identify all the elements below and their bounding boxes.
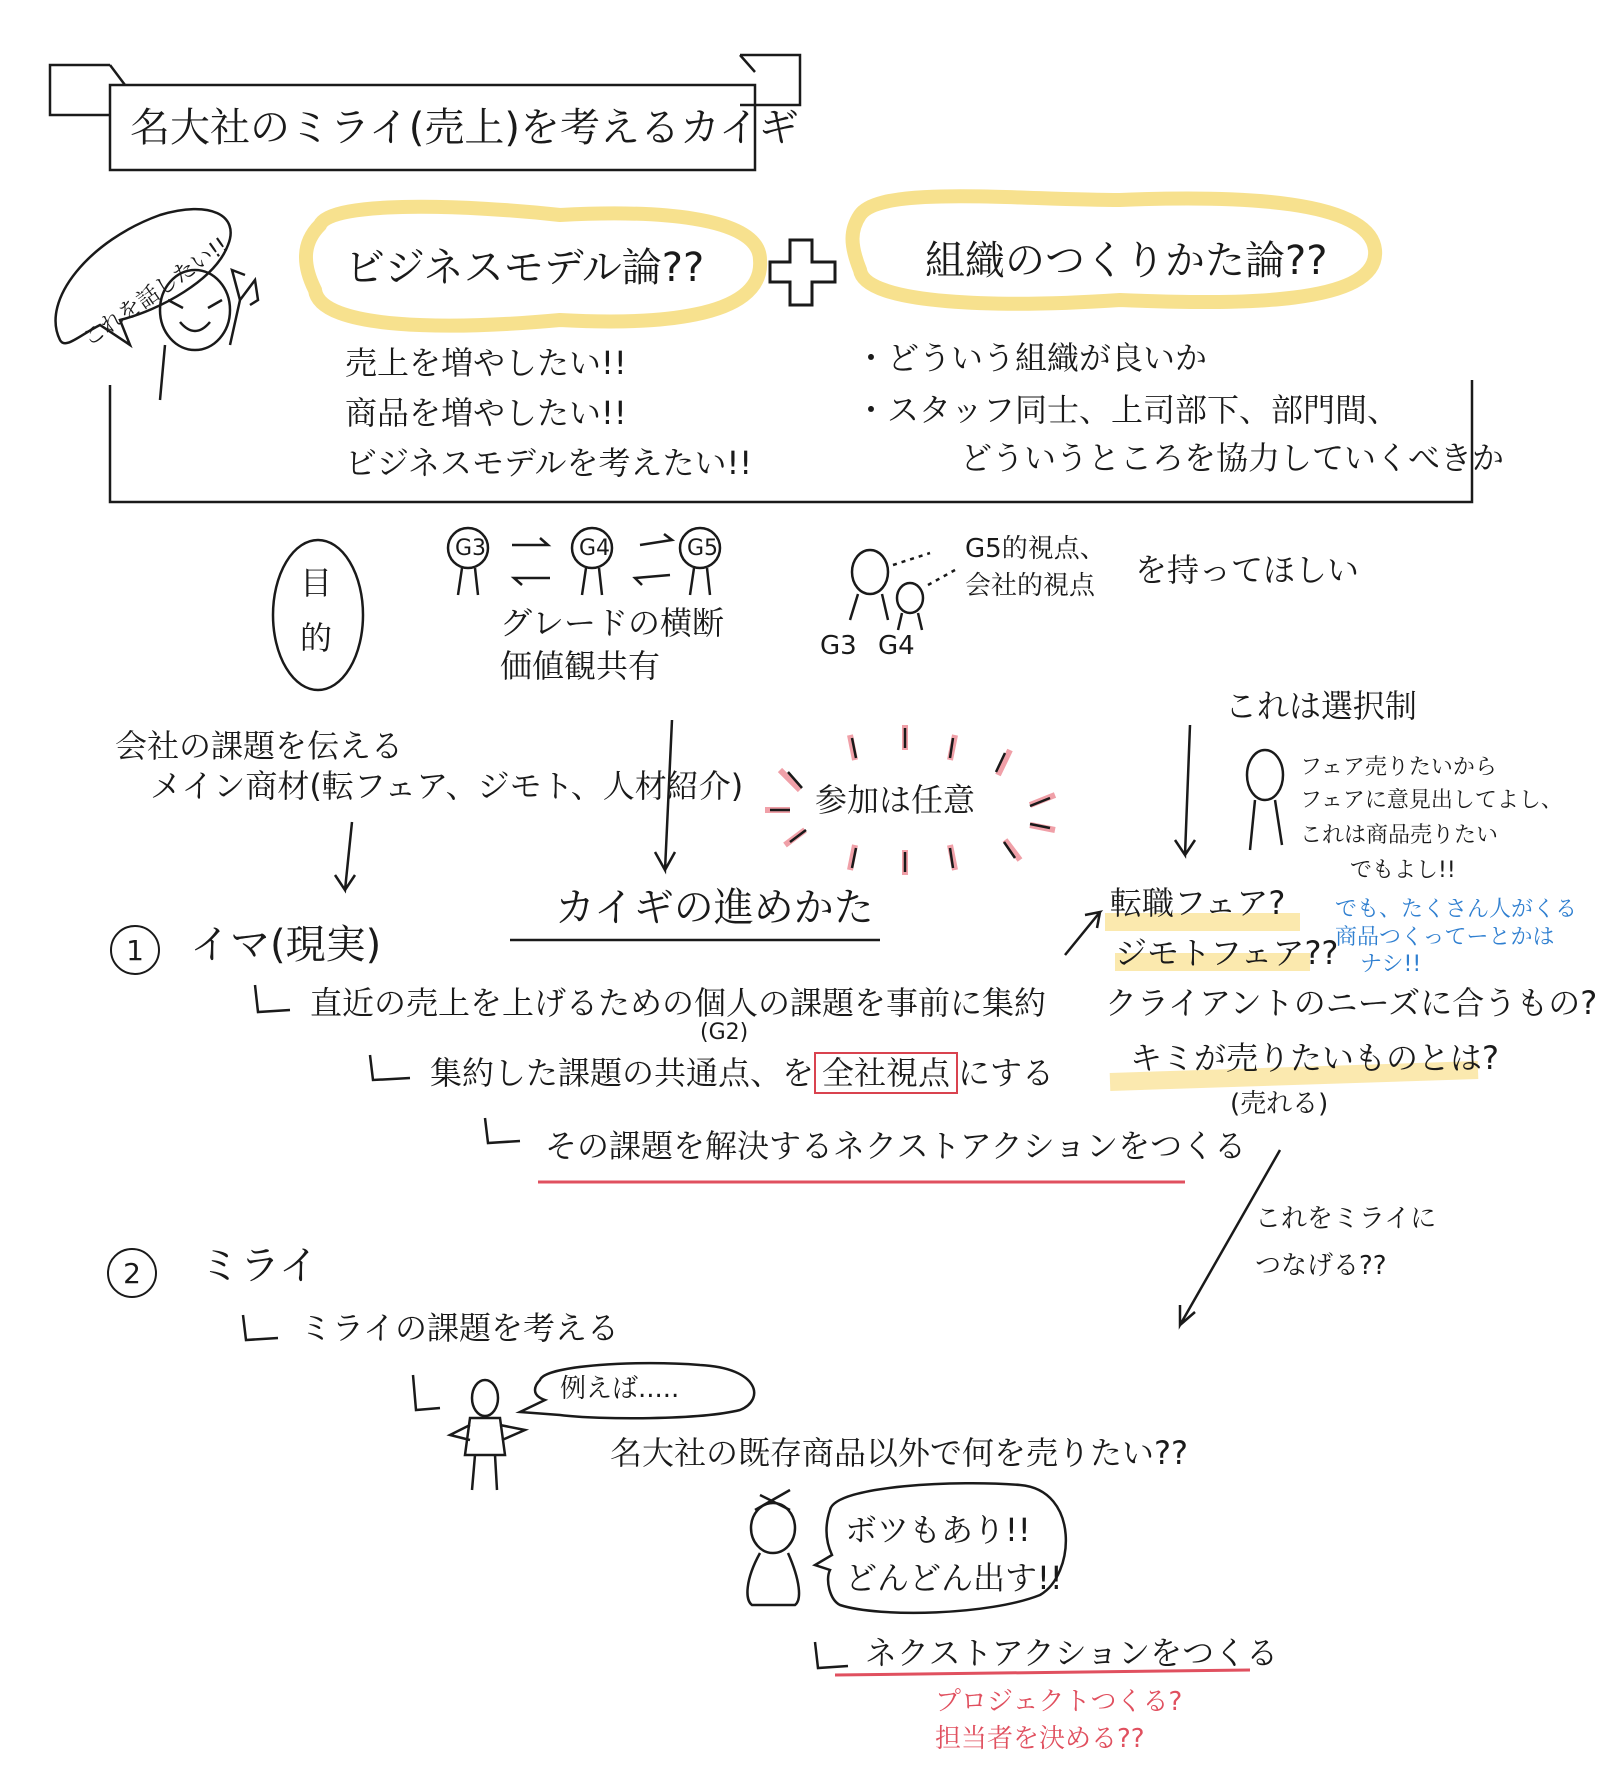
business-line-3: ビジネスモデルを考えたい!!: [345, 444, 753, 482]
page-title: 名大社のミライ(売上)を考えるカイギ: [130, 105, 799, 151]
organization-heading: 組織のつくりかた論??: [925, 238, 1328, 284]
organization-line-3: どういうところを協力していくべきか: [960, 439, 1505, 477]
red-note-1: プロジェクトつくる?: [935, 1687, 1183, 1717]
company-viewpoint-box: 全社視点: [814, 1052, 958, 1094]
blue-note-1: でも、たくさん人がくる: [1335, 897, 1578, 922]
red-note-2: 担当者を決める??: [935, 1724, 1145, 1754]
grade-caption-1: グレードの横断: [500, 604, 725, 642]
product-fair-2: ジモトフェア??: [1115, 934, 1339, 972]
product-question-2: キミが売りたいものとは?: [1130, 1039, 1499, 1077]
purpose-bottom: 的: [300, 619, 333, 657]
section-1-step-3: その課題を解決するネクストアクションをつくる: [545, 1127, 1247, 1165]
connect-future-1: これをミライに: [1255, 1204, 1437, 1234]
product-question-2-note: (売れる): [1230, 1089, 1329, 1119]
connect-future-2: つなげる??: [1255, 1251, 1387, 1281]
section-1-step-2-suffix: にする: [958, 1054, 1055, 1092]
section-2-step-1: ミライの課題を考える: [300, 1309, 620, 1347]
plus-icon: [770, 240, 835, 305]
viewpoint-line-2: 会社的視点: [965, 571, 1096, 601]
speech-bubble-top: [56, 209, 231, 345]
section-2-step-2: ネクストアクションをつくる: [865, 1634, 1279, 1672]
purpose-top: 目: [300, 564, 333, 602]
bubble-line-1: ボツもあり!!: [845, 1511, 1031, 1549]
organization-line-1: ・どういう組織が良いか: [855, 339, 1208, 377]
choice-person: [1247, 750, 1283, 850]
choice-label: これは選択制: [1225, 687, 1418, 725]
speech-top-text: これを話したい!!: [78, 233, 234, 352]
grade-g5: G5: [687, 536, 719, 561]
section-1-title: イマ(現実): [190, 922, 382, 968]
section2-connectors: [243, 1315, 848, 1668]
business-line-1: 売上を増やしたい!!: [345, 344, 627, 382]
purpose-text-2: メイン商材(転フェア、ジモト、人材紹介): [150, 767, 744, 805]
section-2-title: ミライ: [200, 1243, 319, 1289]
grade-g4: G4: [579, 536, 611, 561]
section-2-speech: 例えば.....: [560, 1374, 680, 1404]
blue-note-2: 商品つくってーとかは: [1335, 925, 1555, 950]
choice-quote-4: でもよし!!: [1350, 858, 1456, 883]
business-model-heading: ビジネスモデル論??: [345, 245, 705, 291]
product-fair-1: 転職フェア?: [1110, 884, 1286, 922]
blue-note-3: ナシ!!: [1360, 952, 1422, 977]
viewpoint-person-g4: G4: [878, 631, 915, 661]
presenter-figure-2: [450, 1380, 525, 1490]
business-line-2: 商品を増やしたい!!: [345, 394, 627, 432]
flow-arrows: [335, 720, 1280, 1325]
choice-quote-3: これは商品売りたい: [1300, 823, 1499, 848]
viewpoint-people: [850, 550, 955, 630]
choice-quote-2: フェアに意見出してよし、: [1300, 788, 1563, 813]
viewpoint-person-g3: G3: [820, 631, 857, 661]
choice-quote-1: フェア売りたいから: [1300, 755, 1497, 780]
section-1-number: 1: [110, 925, 160, 975]
method-heading: カイギの進めかた: [555, 885, 874, 931]
purpose-oval: [273, 540, 363, 690]
section-2-number: 2: [107, 1248, 157, 1298]
purpose-text-1: 会社の課題を伝える: [115, 727, 404, 765]
section-1-step-1: 直近の売上を上げるための個人の課題を事前に集約: [310, 984, 1047, 1022]
product-question-1: クライアントのニーズに合うもの?: [1105, 984, 1597, 1022]
section-2-question: 名大社の既存商品以外で何を売りたい??: [610, 1434, 1188, 1472]
bubble-line-2: どんどん出す!!: [845, 1559, 1063, 1597]
organization-line-2: ・スタッフ同士、上司部下、部門間、: [855, 391, 1400, 429]
viewpoint-line-1: G5的視点、: [965, 534, 1106, 564]
grade-caption-2: 価値観共有: [500, 647, 661, 685]
participation-label: 参加は任意: [815, 781, 976, 819]
viewpoint-suffix: を持ってほしい: [1135, 551, 1360, 589]
section-1-step-2a: [430, 1055, 1054, 1092]
section-1-step-2-text: 集約した課題の共通点、を: [430, 1054, 815, 1092]
section-1-step-1-note: (G2): [700, 1020, 749, 1045]
listener-figure: [747, 1490, 799, 1605]
grade-g3: G3: [455, 536, 487, 561]
